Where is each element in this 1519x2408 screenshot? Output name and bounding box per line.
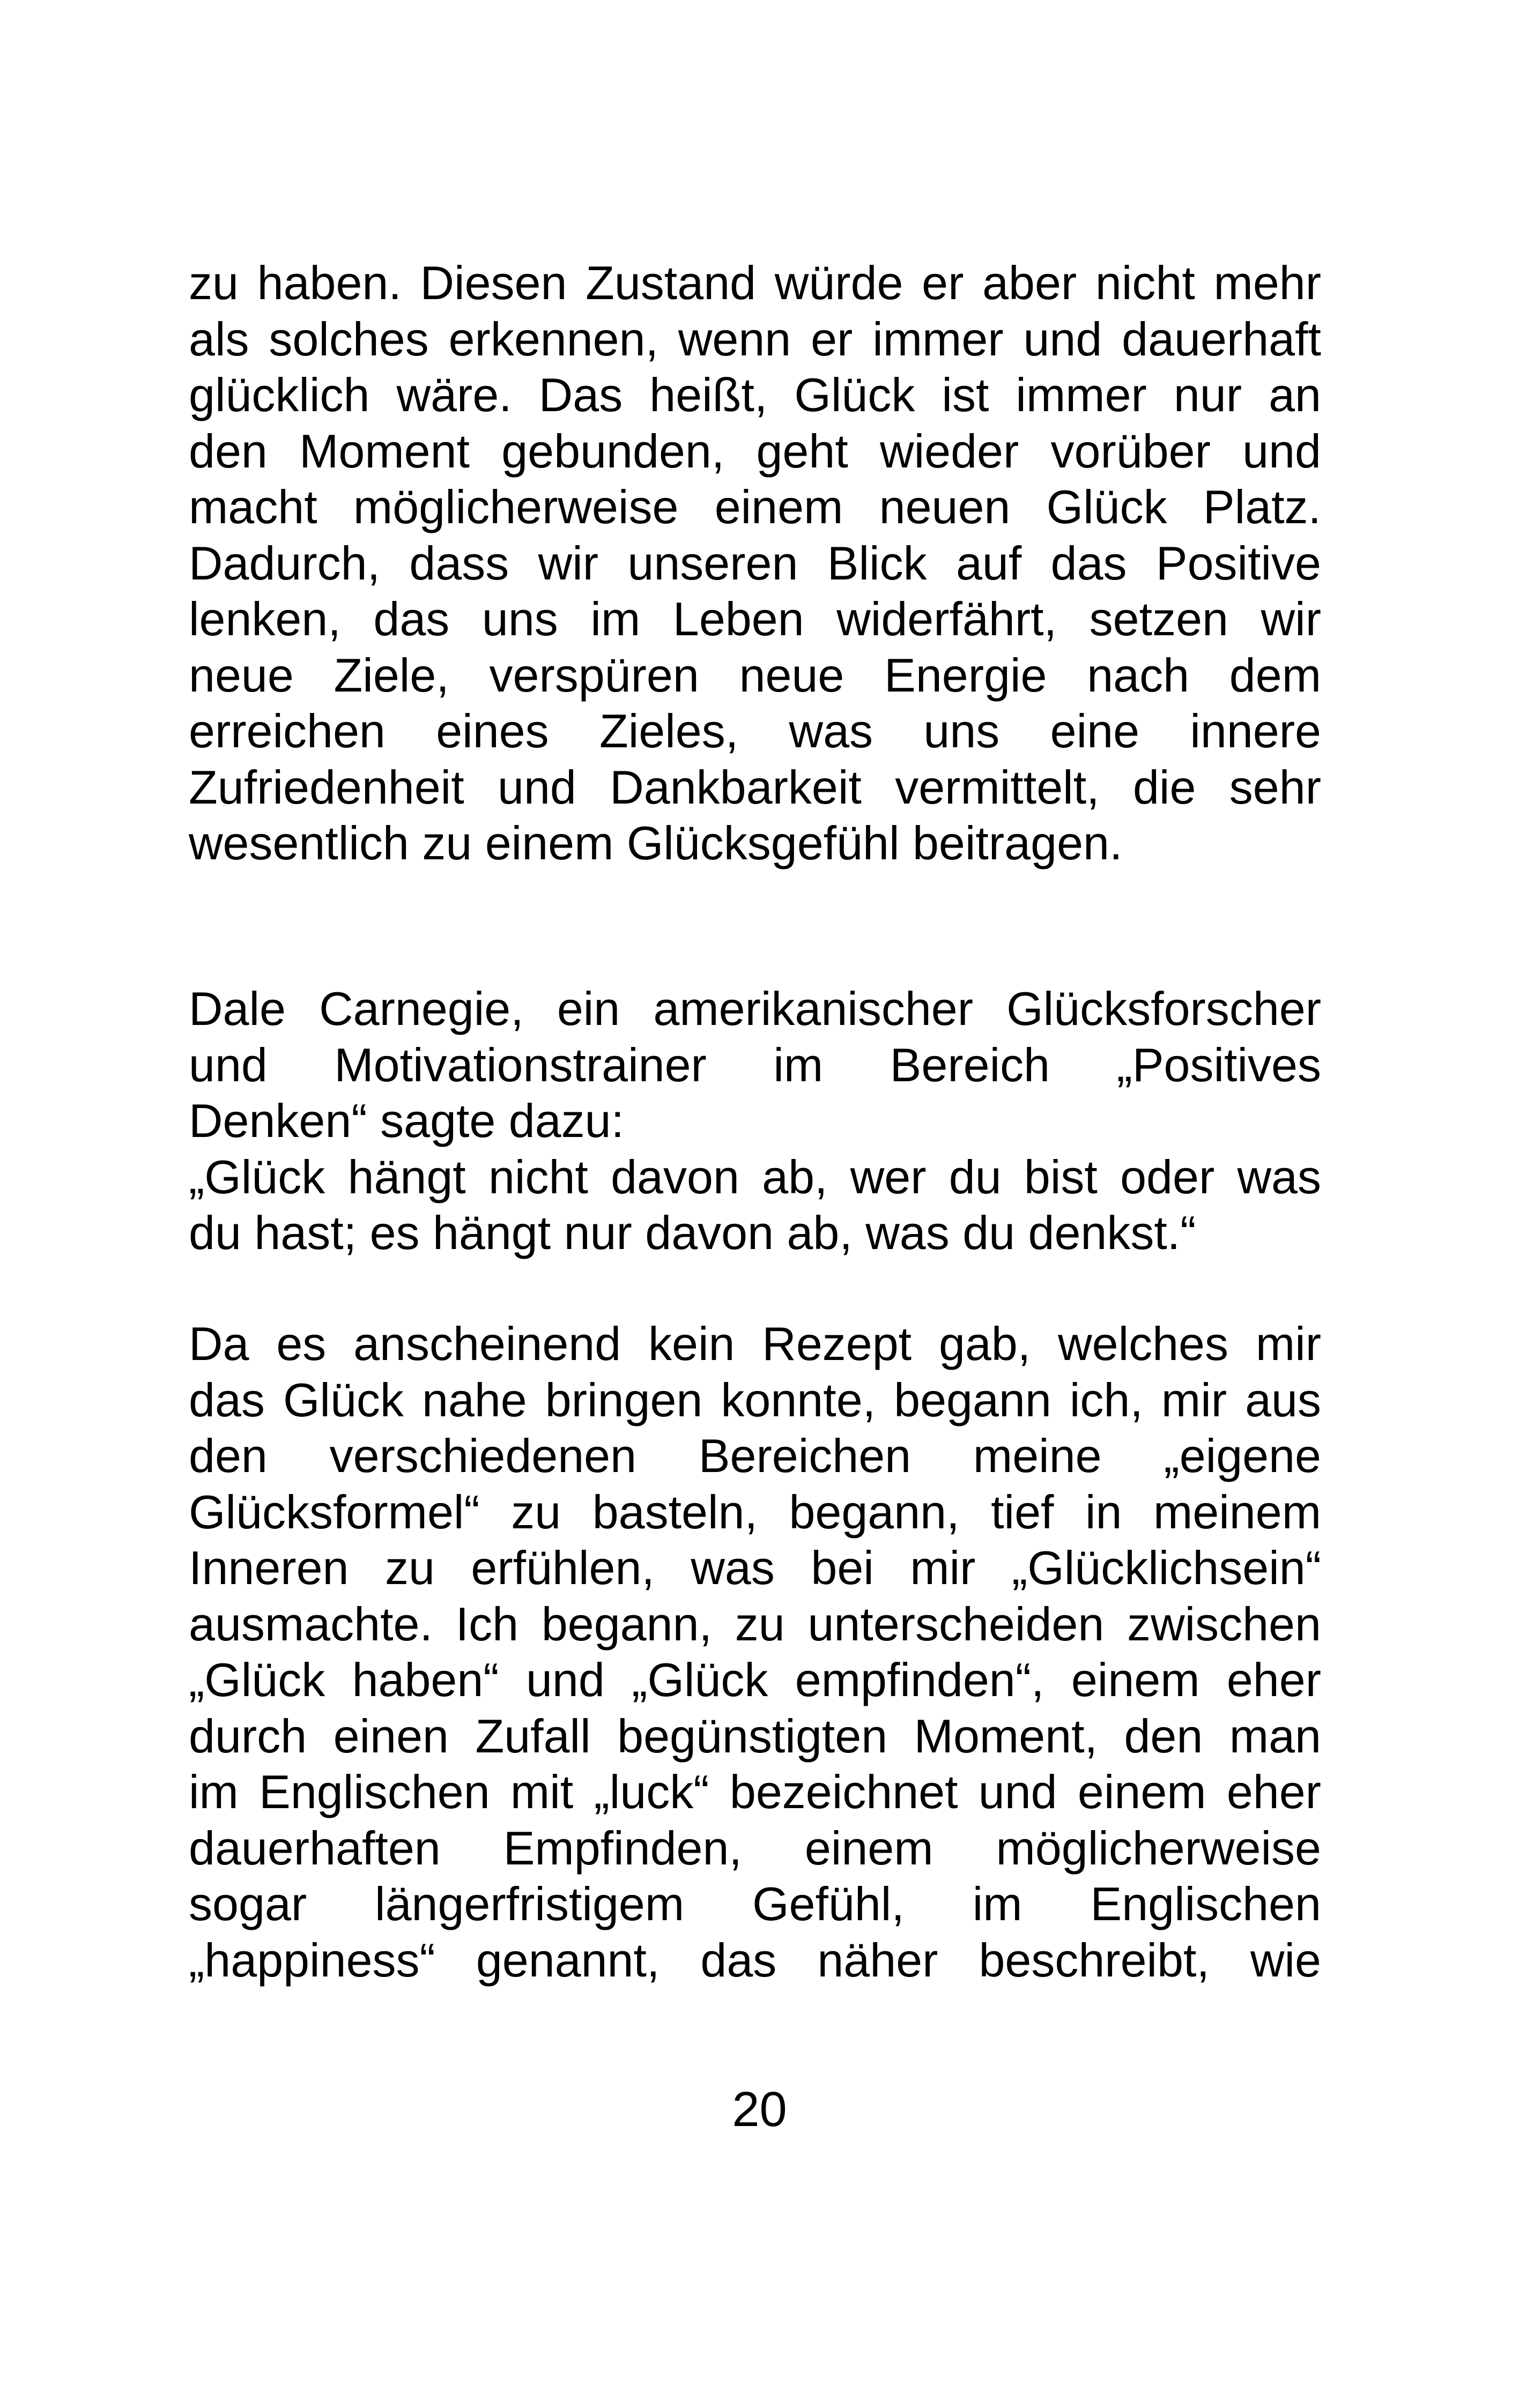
paragraph-3 <box>189 1316 1321 1988</box>
text-line: Inneren zu erfühlen, was bei mir „Glücklichsein“ <box>189 1541 1321 1594</box>
paragraph-1 <box>189 255 1321 872</box>
text-line: lenken, das uns im Leben widerfährt, setzen wir <box>189 592 1321 645</box>
text-line: wesentlich zu einem Glücksgefühl beitragen. <box>189 816 1123 869</box>
text-line: Zufriedenheit und Dankbarkeit vermittelt, die sehr <box>189 760 1321 814</box>
text-line: Denken“ sagte dazu: <box>189 1094 625 1147</box>
text-line: zu haben. Diesen Zustand würde er aber nicht mehr <box>189 256 1321 309</box>
text-line: Dale Carnegie, ein amerikanischer Glücksforscher <box>189 982 1321 1035</box>
text-line: „happiness“ genannt, das näher beschreibt, wie <box>189 1933 1321 1987</box>
text-line: den Moment gebunden, geht wieder vorüber und <box>189 424 1321 478</box>
text-line: durch einen Zufall begünstigten Moment, den man <box>189 1709 1321 1763</box>
text-line: neue Ziele, verspüren neue Energie nach dem <box>189 648 1321 702</box>
text-line: ausmachte. Ich begann, zu unterscheiden zwischen <box>189 1597 1321 1651</box>
text-line: und Motivationstrainer im Bereich „Positives <box>189 1038 1321 1091</box>
text-line: sogar längerfristigem Gefühl, im Englischen <box>189 1877 1321 1930</box>
text-line: macht möglicherweise einem neuen Glück Platz. <box>189 480 1321 533</box>
text-line: „Glück haben“ und „Glück empfinden“, einem eher <box>189 1653 1321 1706</box>
text-line: im Englischen mit „luck“ bezeichnet und einem eher <box>189 1765 1321 1818</box>
text-line: erreichen eines Zieles, was uns eine innere <box>189 704 1321 757</box>
text-line: den verschiedenen Bereichen meine „eigene <box>189 1429 1321 1482</box>
page-number: 20 <box>732 2082 787 2137</box>
text-line: glücklich wäre. Das heißt, Glück ist immer nur an <box>189 368 1321 421</box>
text-line: dauerhaften Empfinden, einem möglicherweise <box>189 1821 1321 1875</box>
text-line: Glücksformel“ zu basteln, begann, tief in meinem <box>189 1485 1321 1539</box>
quote-line: du hast; es hängt nur davon ab, was du denkst.“ <box>189 1206 1196 1259</box>
text-line: das Glück nahe bringen konnte, begann ich, mir aus <box>189 1373 1321 1426</box>
quote-line: „Glück hängt nicht davon ab, wer du bist oder was <box>189 1150 1321 1203</box>
text-line: als solches erkennen, wenn er immer und dauerhaft <box>189 312 1321 366</box>
text-line: Dadurch, dass wir unseren Blick auf das Positive <box>189 536 1321 590</box>
paragraph-2 <box>189 981 1321 1261</box>
text-line: Da es anscheinend kein Rezept gab, welches mir <box>189 1317 1321 1370</box>
